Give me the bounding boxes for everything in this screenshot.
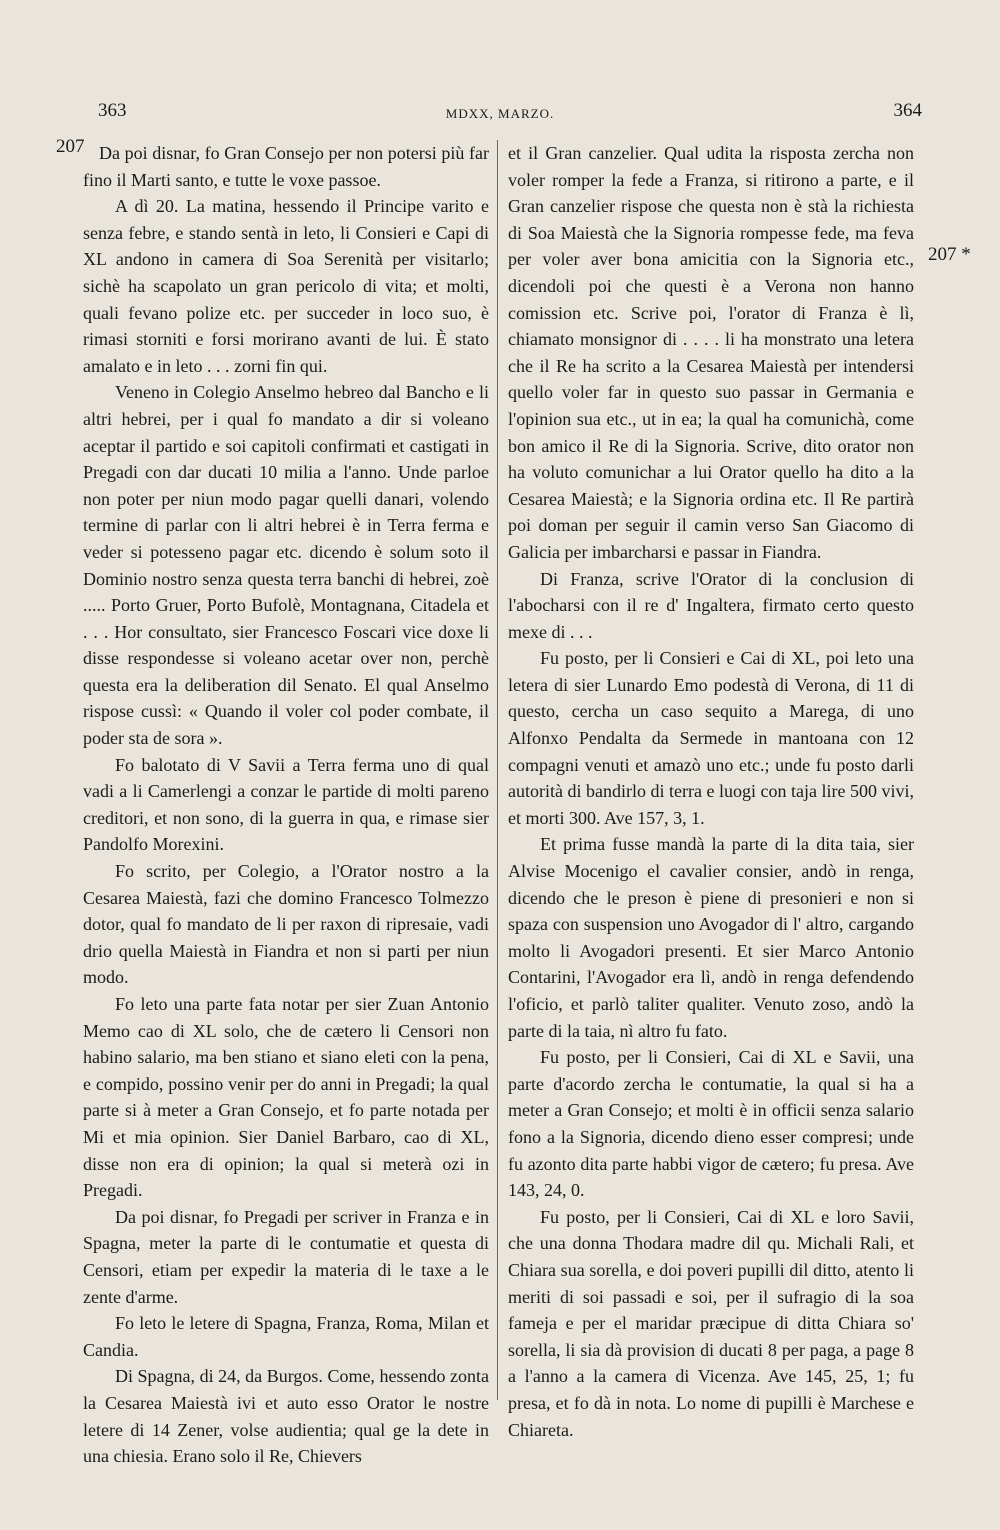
paragraph: Fo leto le letere di Spagna, Franza, Roma, Milan et Candia. [83,1313,489,1360]
paragraph: et il Gran canzelier. Qual udita la risposta zercha non voler romper la fede a Franza, si ritirono a parte, e il Gran canzelier rispose che questa non è stà la richiesta di Soa Maiestà che la Signoria rompesse fede, ma feva per voler aver bona amicitia con la Signoria etc., dicendoli poi che questi è a Verona non hanno comission etc. Scrive poi, l'orator di Franza è lì, chiamato monsignor di . . . . li ha monstrato una letera che il Re ha scrito a la Cesarea Maiestà per intendersi quello voler far in questo suo passar in Germania e l'opinion sua etc., ut in ea; la qual ha comunichà, come bon amico il Re di la Signoria. Scrive, dito orator non ha voluto comunichar a lui Orator quello ha dito a la Cesarea Maiestà; e la Signoria ordina etc. Il Re partirà poi doman per seguir il camin verso San Giacomo di Galicia per imbarcharsi e passar in Fiandra. [508,143,914,562]
margin-number-left: 207 [56,136,85,157]
page-number-left: 363 [98,100,127,121]
paragraph: Veneno in Colegio Anselmo hebreo dal Bancho e li altri hebrei, per i qual fo mandato a dir si voleano aceptar il partido e soi capitoli confirmati et castigati in Pregadi con dar ducati 10 milia a l'anno. Unde parloe non poter per niun modo pagar quelli danari, volendo termine di parlar con li altri hebrei è in Terra ferma e veder si potesseno pagar etc. dicendo è solum soto il Dominio nostro senza questa terra banchi di hebrei, zoè ..... Porto Gruer, Porto Bufolè, Montagnana, Citadela et . . . Hor consultato, sier Francesco Foscari vice doxe li disse respondesse si voleano acetar over non, perchè questa era la deliberation dil Senato. El qual Anselmo rispose cussì: « Quando il voler col poder combate, il poder sta de sora ». [83,382,489,749]
paragraph: Fo leto una parte fata notar per sier Zuan Antonio Memo cao di XL solo, che de cætero li Censori non habino salario, ma ben stiano et siano eleti con la pena, e compido, possino venir per do anni in Pregadi; la qual parte si à meter a Gran Consejo, et fo parte notada per Mi et mia opinion. Sier Daniel Barbaro, cao di XL, disse non era di opinion; la qual si meterà ozi in Pregadi. [83,994,489,1201]
paragraph: Et prima fusse mandà la parte di la dita taia, sier Alvise Mocenigo el cavalier consier, andò in renga, dicendo che le preson è piene di presonieri e non si spaza con suspension uno Avogador di l' altro, cargando molto li Avogadori presenti. Et sier Marco Antonio Contarini, l'Avogador era lì, andò in renga defendendo l'oficio, et parlò taliter qualiter. Venuto zoso, andò la parte di la taia, nì altro fu fato. [508,834,914,1041]
margin-number-right: 207 * [928,244,971,265]
right-column [508,140,914,1443]
paragraph: Fu posto, per li Consieri, Cai di XL e Savii, una parte d'acordo zercha le contumatie, la qual si ha a meter a Gran Consejo; et molti è in officii senza salario fono a la Signoria, dicendo dieno esser compresi; unde fu azonto dita parte habbi vigor de cætero; fu presa. Ave 143, 24, 0. [508,1047,914,1201]
left-column [83,140,489,1470]
running-title: MDXX, MARZO. [445,106,555,121]
paragraph: Di Franza, scrive l'Orator di la conclusion di l'abocharsi con il re d' Ingaltera, firmato certo questo mexe di . . . [508,568,914,642]
paragraph: Di Spagna, di 24, da Burgos. Come, hessendo zonta la Cesarea Maiestà ivi et auto esso Orator le nostre letere di 14 Zener, volse audientia; qual ge la dete in una chiesia. Erano solo il Re, Chievers [83,1366,489,1467]
page-number-right: 364 [893,100,922,121]
paragraph: Fo balotato di V Savii a Terra ferma uno di qual vadi a li Camerlengi a conzar le partide di molti pareno creditori, et non sono, di la guerra in qua, e rimase sier Pandolfo Morexini. [83,754,489,855]
paragraph: Da poi disnar, fo Gran Consejo per non potersi più far fino il Marti santo, e tutte le voxe passoe. [83,143,489,190]
paragraph: Fu posto, per li Consieri e Cai di XL, poi leto una letera di sier Lunardo Emo podestà di Verona, di 11 di questo, cercha un caso sequito a Marega, di uno Alfonxo Pendalta da Sermede in mantoana con 12 compagni venuti et amazò uno etc.; unde fu posto darli autorità di bandirlo di terra e luogi con taja lire 500 vivi, et morti 300. Ave 157, 3, 1. [508,648,914,828]
paragraph: A dì 20. La matina, hessendo il Principe varito e senza febre, e stando sentà in leto, li Consieri e Capi di XL andono in camera di Soa Serenità per visitarlo; sichè ha scapolato un gran pericolo di vita; et molti, quali fevano polize etc. per succeder in loco suo, è rimasi storniti e forsi morirano avanti de lui. È stato amalato e in leto . . . zorni fin qui. [83,196,489,376]
paragraph: Fo scrito, per Colegio, a l'Orator nostro a la Cesarea Maiestà, fazi che domino Francesco Tolmezzo dotor, qual fo mandato de li per raxon di ripresaie, vadi drio quella Maiestà in Fiandra et non si parti per niun modo. [83,861,489,988]
paragraph: Da poi disnar, fo Pregadi per scriver in Franza e in Spagna, meter la parte di le contumatie et questa di Censori, etiam per expedir la materia di le taxe a le zente d'arme. [83,1206,489,1307]
column-divider [497,140,498,1400]
paragraph: Fu posto, per li Consieri, Cai di XL e loro Savii, che una donna Thodara madre dil qu. Michali Rali, et Chiara sua sorella, e doi poveri pupilli dil ditto, atento li meriti di soi passadi e soi, per il sufragio di la soa fameja e per el maridar præcipue di ditta Chiara so' sorella, li sia dà provision di ducati 8 per paga, a page 8 a l'anno a la camera di Vicenza. Ave 145, 25, 1; fu presa, et fo dà in nota. Lo nome di pupilli è Marchese e Chiareta. [508,1206,914,1440]
